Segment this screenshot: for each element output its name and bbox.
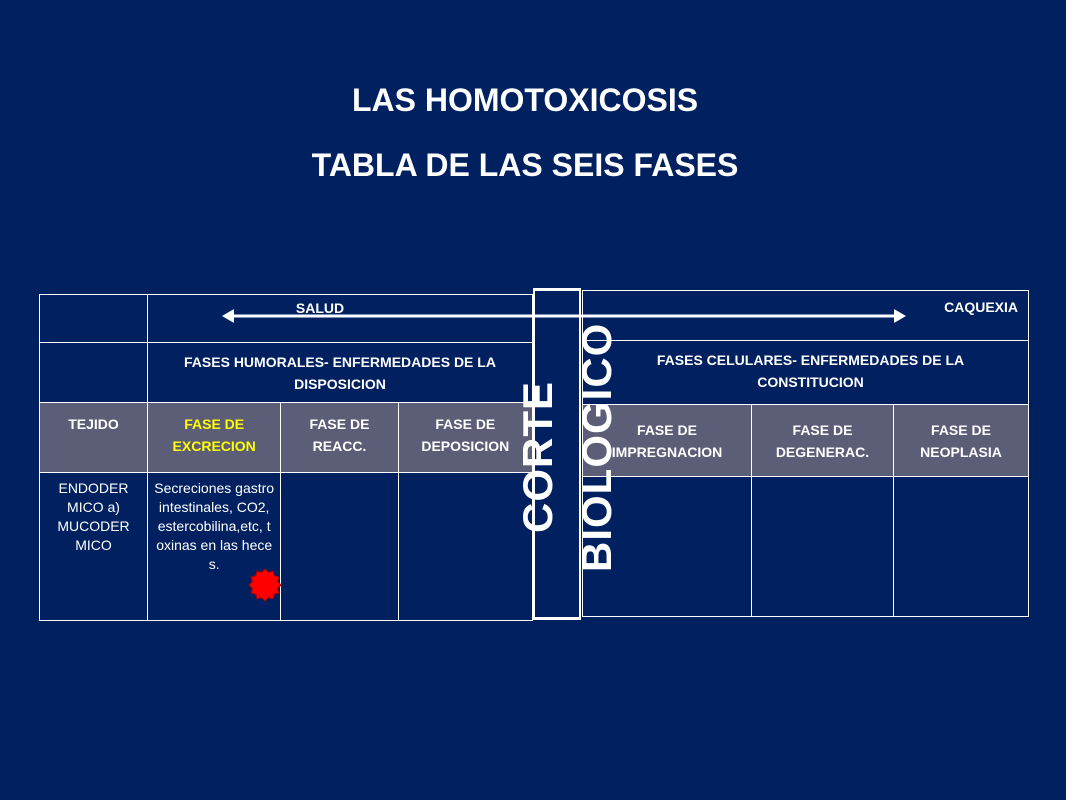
row-excrecion: Secreciones gastrointestinales, CO2, estercobilina,etc, toxinas en las heces.: [148, 473, 281, 621]
row-degenerac: [752, 477, 894, 617]
header-tejido: TEJIDO: [40, 403, 148, 473]
page-subtitle: TABLA DE LAS SEIS FASES: [311, 147, 739, 183]
humorales-cell: [148, 343, 533, 403]
header-excrecion: FASE DE EXCRECION: [148, 403, 281, 473]
cellular-phases-table: [582, 290, 1029, 617]
header-degenerac: FASE DE DEGENERAC.: [752, 405, 894, 477]
corte-label: CORTE: [514, 381, 561, 533]
row-deposicion: [398, 473, 532, 621]
header-impregnacion: FASE DE IMPREGNACION: [583, 405, 752, 477]
humorales-label: FASES HUMORALES- ENFERMEDADES DE LA DISPOSICION: [184, 354, 496, 392]
empty-cell: [40, 343, 148, 403]
humoral-phases-table: [39, 294, 533, 621]
celulares-label: FASES CELULARES- ENFERMEDADES DE LA CONSTITUCION: [656, 352, 965, 390]
header-reacc: FASE DE REACC.: [281, 403, 398, 473]
biologico-label: BIOLOGICO: [573, 322, 620, 572]
header-neoplasia: FASE DE NEOPLASIA: [894, 405, 1029, 477]
salud-label: SALUD: [295, 300, 345, 316]
caquexia-label: CAQUEXIA: [944, 299, 1018, 315]
page-title: LAS HOMOTOXICOSIS: [351, 82, 699, 118]
red-starburst-icon: [248, 568, 282, 602]
celulares-cell: [583, 341, 1029, 405]
row-neoplasia: [894, 477, 1029, 617]
row-reacc: [281, 473, 398, 621]
header-deposicion: FASE DE DEPOSICION: [398, 403, 532, 473]
row-tejido: ENDODER MICO a) MUCODER MICO: [40, 473, 148, 621]
empty-cell: [40, 295, 148, 343]
double-arrow-icon: [222, 307, 906, 325]
